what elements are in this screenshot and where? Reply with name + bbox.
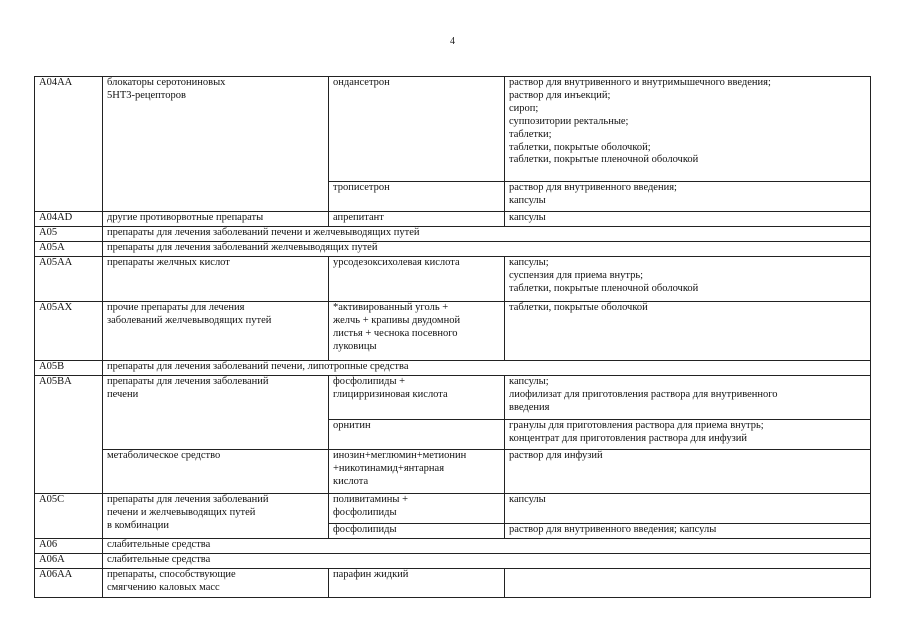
atc-code-cell: A05A (35, 242, 103, 257)
dosage-form-cell (505, 569, 871, 598)
group-name-cell: препараты для лечения заболеваний печени и желчевыводящих путей (103, 227, 871, 242)
dosage-form-cell: раствор для инфузий (505, 450, 871, 494)
substance-cell: ондансетрон (329, 77, 505, 182)
atc-code-cell: A05BA (35, 376, 103, 494)
atc-code-cell: A05 (35, 227, 103, 242)
substance-cell: орнитин (329, 420, 505, 450)
dosage-form-cell: таблетки, покрытые оболочкой (505, 302, 871, 361)
dosage-form-cell: капсулы (505, 494, 871, 524)
atc-code-cell: A04AD (35, 212, 103, 227)
substance-cell: инозин+меглюмин+метионин +никотинамид+янтарная кислота (329, 450, 505, 494)
atc-code-cell: A05B (35, 361, 103, 376)
substance-cell: урсодезоксихолевая кислота (329, 257, 505, 302)
table-row (35, 77, 871, 182)
atc-code-cell: A06A (35, 554, 103, 569)
dosage-form-cell: раствор для внутривенного введения; капсулы (505, 524, 871, 539)
dosage-form-cell: раствор для внутривенного введения; капсулы (505, 182, 871, 212)
atc-code-cell: A05AX (35, 302, 103, 361)
group-name-cell: другие противорвотные препараты (103, 212, 329, 227)
substance-cell: *активированный уголь + желчь + крапивы двудомной листья + чеснока посевного луковицы (329, 302, 505, 361)
table-row (35, 494, 871, 524)
group-name-cell: слабительные средства (103, 539, 871, 554)
substance-cell: фосфолипиды + глицирризиновая кислота (329, 376, 505, 420)
dosage-form-cell: гранулы для приготовления раствора для приема внутрь; концентрат для приготовления раствора для инфузий (505, 420, 871, 450)
substance-cell: поливитамины + фосфолипиды (329, 494, 505, 524)
dosage-form-cell: капсулы (505, 212, 871, 227)
atc-code-cell: A04AA (35, 77, 103, 212)
table-row (35, 361, 871, 376)
table-row (35, 450, 871, 494)
group-name-cell: препараты для лечения заболеваний печени, липотропные средства (103, 361, 871, 376)
atc-code-cell: A05C (35, 494, 103, 539)
table-row (35, 212, 871, 227)
group-name-cell: препараты для лечения заболеваний печени (103, 376, 329, 450)
group-name-cell: слабительные средства (103, 554, 871, 569)
group-name-cell: блокаторы серотониновых 5HT3-рецепторов (103, 77, 329, 212)
atc-code-cell: A06AA (35, 569, 103, 598)
table-row (35, 569, 871, 598)
table-row (35, 302, 871, 361)
substance-cell: трописетрон (329, 182, 505, 212)
substance-cell: фосфолипиды (329, 524, 505, 539)
group-name-cell: прочие препараты для лечения заболеваний желчевыводящих путей (103, 302, 329, 361)
table-row (35, 227, 871, 242)
group-name-cell: препараты для лечения заболеваний желчевыводящих путей (103, 242, 871, 257)
group-name-cell: препараты, способствующие смягчению каловых масс (103, 569, 329, 598)
dosage-form-cell: капсулы; суспензия для приема внутрь; таблетки, покрытые пленочной оболочкой (505, 257, 871, 302)
dosage-form-cell: раствор для внутривенного и внутримышечного введения; раствор для инъекций; сироп; суппозитории ректальные; таблетки; таблетки, покрытые оболочкой; таблетки, покрытые пленочной оболочкой (505, 77, 871, 182)
table-row (35, 242, 871, 257)
substance-cell: апрепитант (329, 212, 505, 227)
dosage-form-cell: капсулы; лиофилизат для приготовления раствора для внутривенного введения (505, 376, 871, 420)
atc-code-cell: A06 (35, 539, 103, 554)
table-row (35, 257, 871, 302)
page-number: 4 (450, 36, 455, 47)
atc-code-cell: A05AA (35, 257, 103, 302)
table-row (35, 376, 871, 420)
substance-cell: парафин жидкий (329, 569, 505, 598)
group-name-cell: препараты для лечения заболеваний печени и желчевыводящих путей в комбинации (103, 494, 329, 539)
table-row (35, 539, 871, 554)
table-row (35, 554, 871, 569)
group-name-cell: препараты желчных кислот (103, 257, 329, 302)
drug-table (34, 76, 871, 598)
group-name-cell: метаболическое средство (103, 450, 329, 494)
